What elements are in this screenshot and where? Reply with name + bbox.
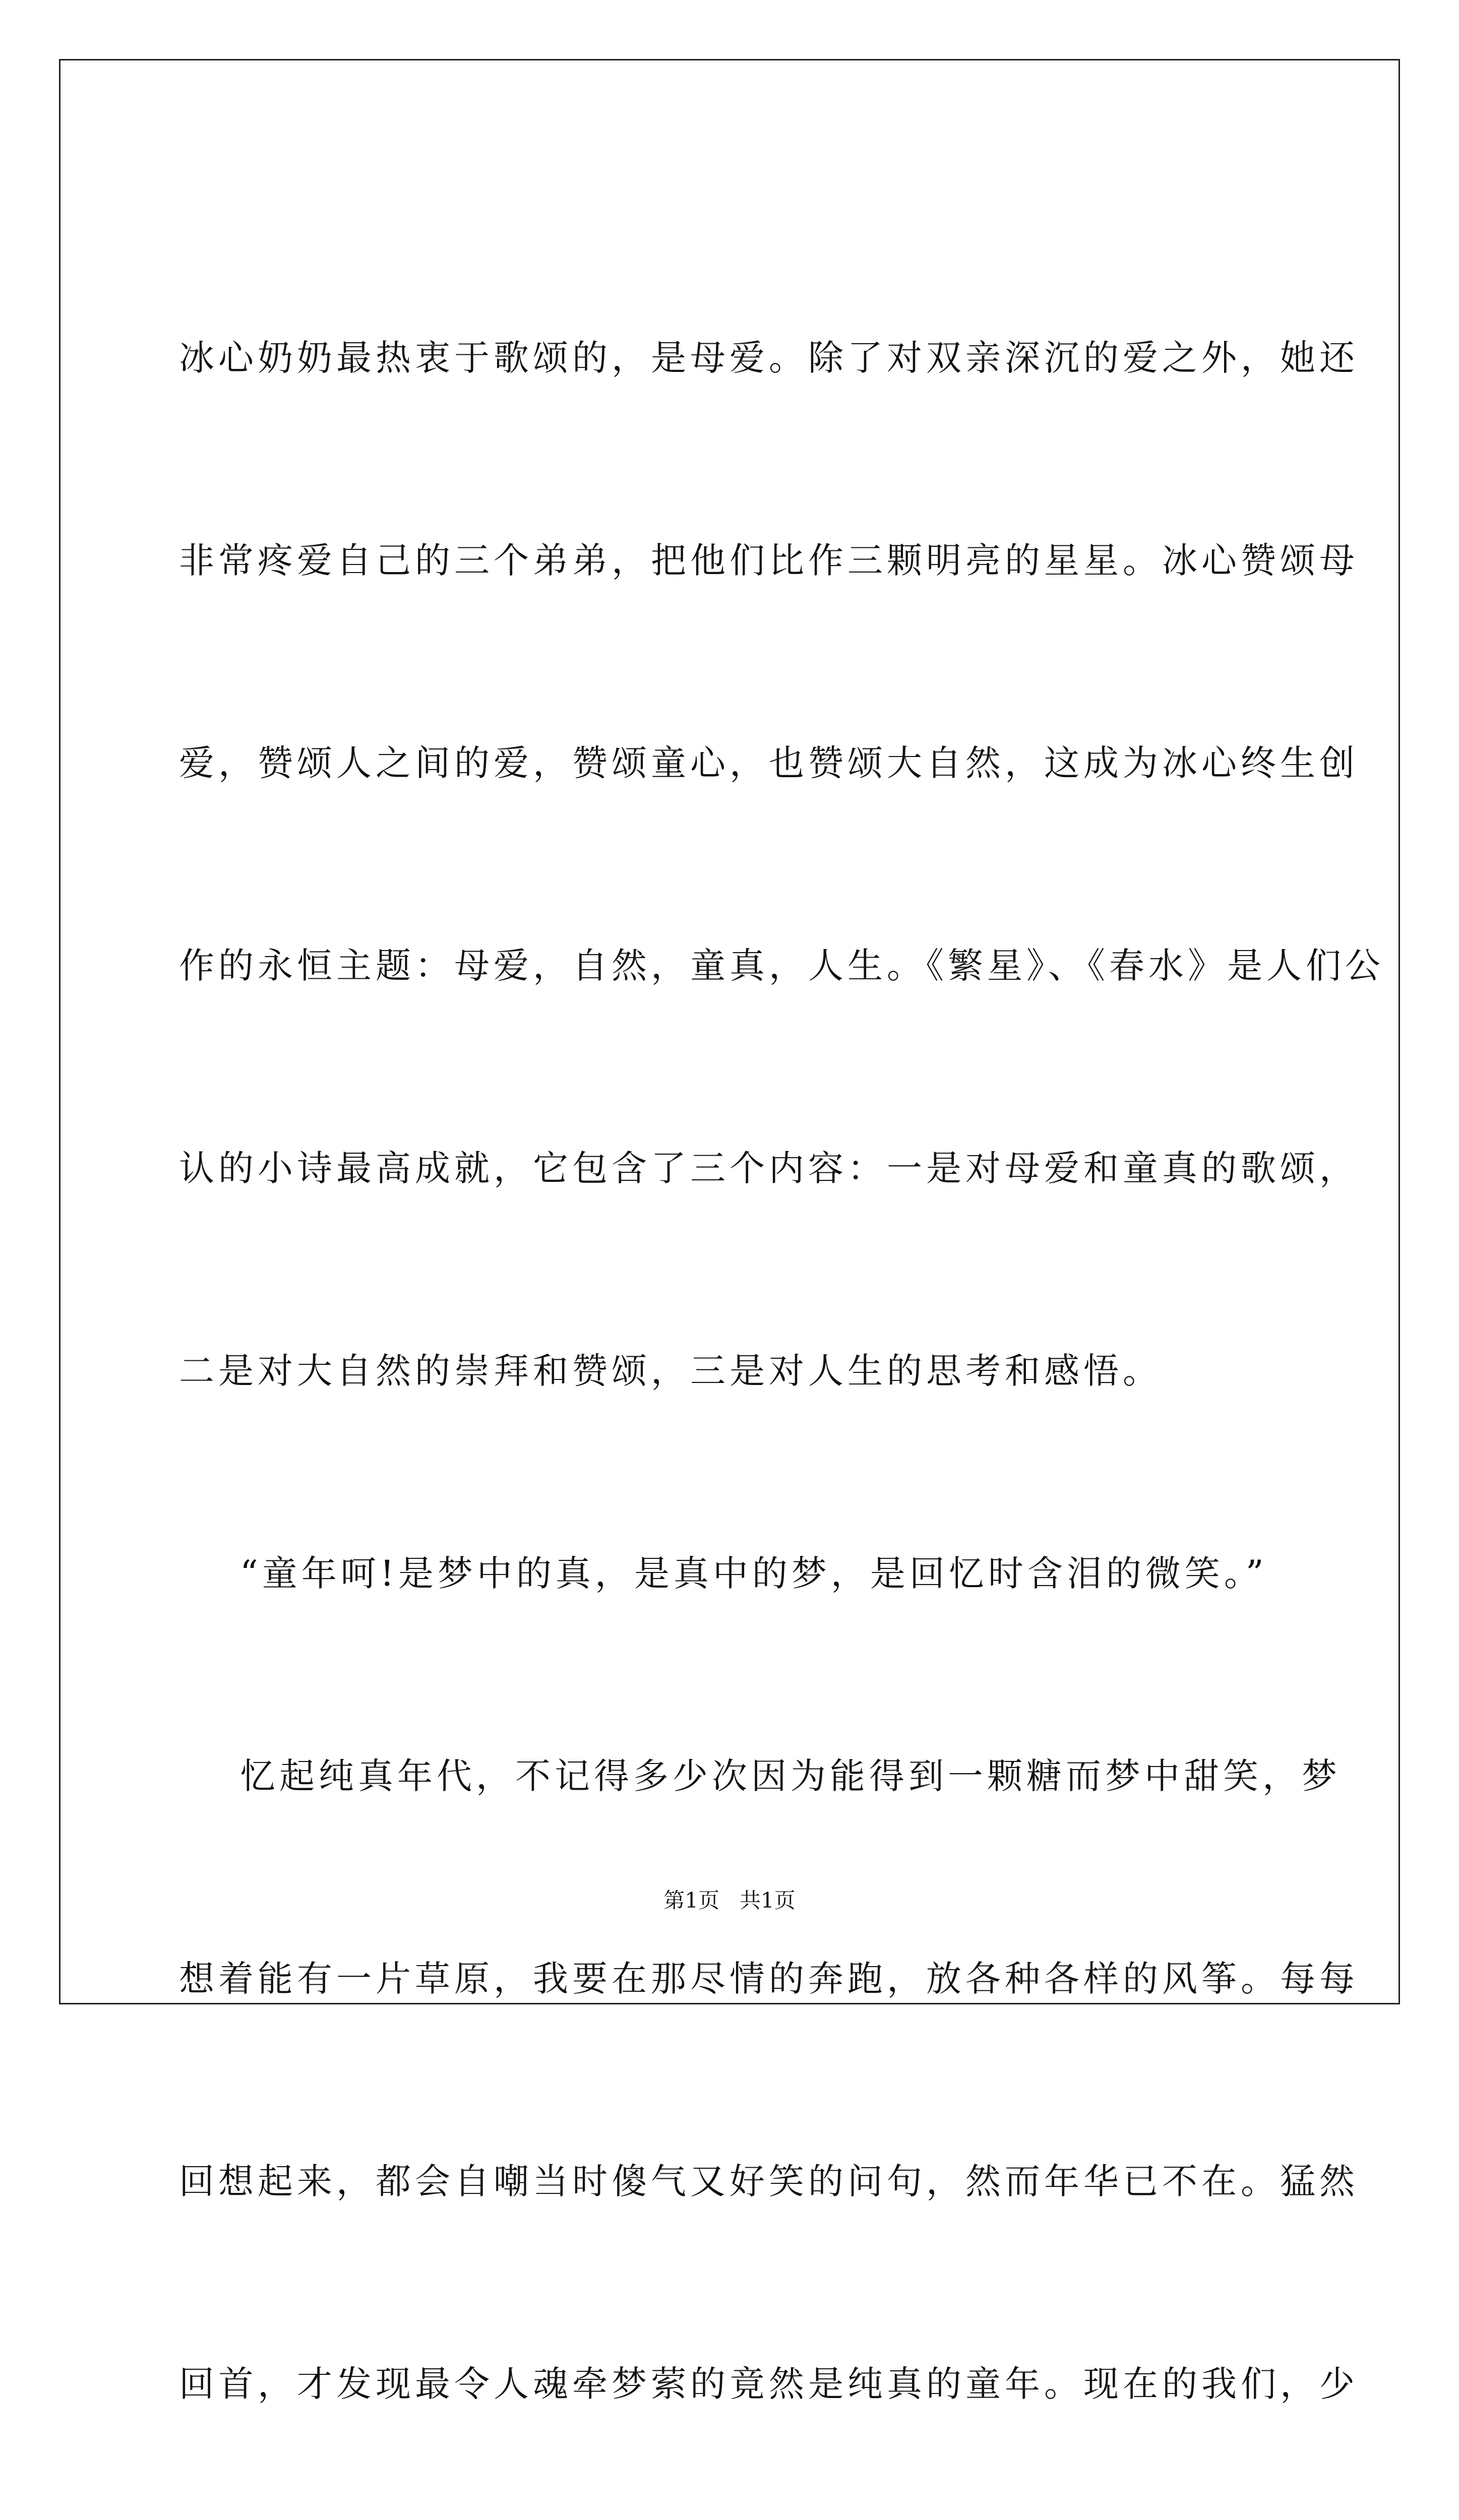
page-number-footer: 第1页 共1页 [663,1888,796,1913]
text-line: 认的小诗最高成就，它包含了三个内容：一是对母爱和童真的歌颂， [179,1148,1359,1189]
text-line: 想着能有一片草原，我要在那尽情的奔跑，放各种各样的风筝。每每 [179,1958,1359,1999]
text-line: 冰心奶奶最热衷于歌颂的，是母爱。除了对双亲深沉的爱之外，她还 [179,337,1359,379]
text-line: 非常疼爱自己的三个弟弟，把他们比作三颗明亮的星星。冰心赞颂母 [179,540,1359,581]
document-body [179,189,1384,2520]
text-line: 回想起来，都会自嘲当时傻气又好笑的问句，然而年华已不在。猛然 [179,2161,1359,2202]
text-line: 回首，才发现最令人魂牵梦萦的竟然是纯真的童年。现在的我们，少 [179,2363,1359,2405]
text-line: 二是对大自然的崇拜和赞颂，三是对人生的思考和感悟。 [179,1350,1162,1392]
text-line: “童年呵!是梦中的真，是真中的梦，是回忆时含泪的微笑。” [179,1553,1268,1594]
text-line: 爱，赞颂人之间的爱，赞颂童心，也赞颂大自然，这成为冰心终生创 [179,742,1359,784]
text-line: 忆起纯真年代，不记得多少次因为能得到一颗糖而梦中甜笑，梦 [179,1755,1342,1797]
text-line: 作的永恒主题：母爱，自然，童真，人生。《繁星》、《春水》是人们公 [179,945,1384,986]
